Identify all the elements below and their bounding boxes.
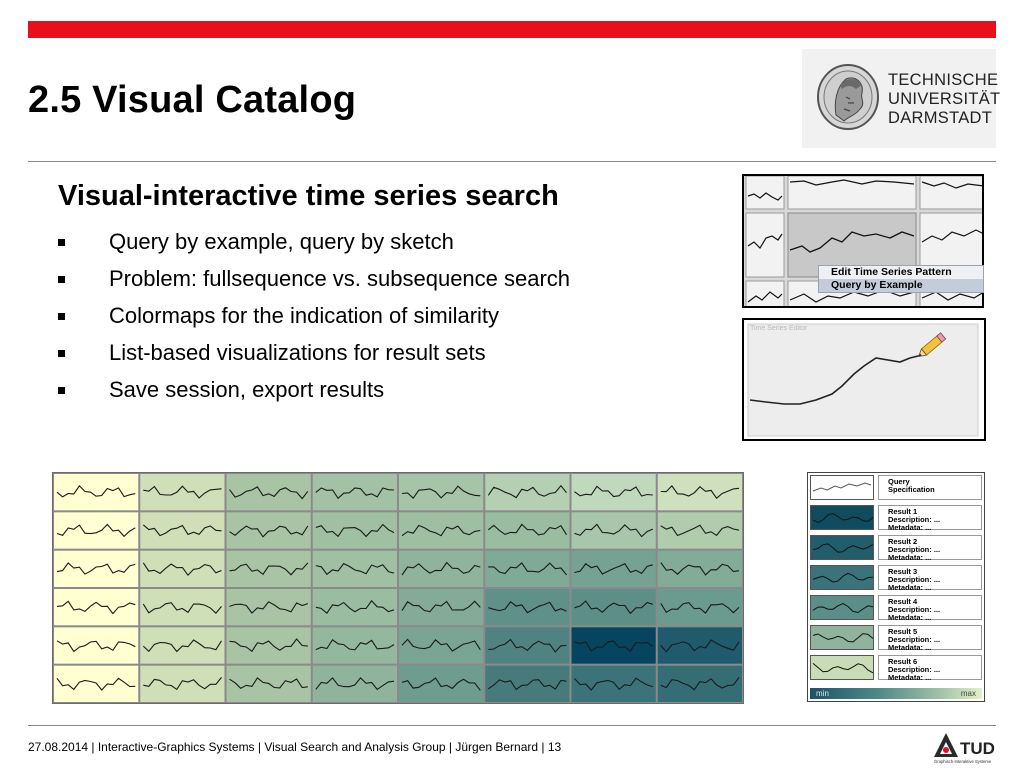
sketch-canvas[interactable] (744, 320, 984, 439)
grid-cell[interactable] (140, 512, 224, 548)
grid-cell[interactable] (485, 666, 569, 702)
result-metadata: Metadata: ... (888, 522, 932, 532)
grid-cell[interactable] (485, 589, 569, 625)
editor-title: Time Series Editor (750, 325, 808, 332)
section-heading: Visual-interactive time series search (58, 180, 559, 212)
grid-cell[interactable] (485, 627, 569, 663)
result-row[interactable] (808, 533, 984, 562)
grid-cell[interactable] (399, 666, 483, 702)
grid-cell[interactable] (658, 512, 742, 548)
grid-cell[interactable] (54, 474, 138, 510)
grid-cell[interactable] (227, 512, 311, 548)
result-description (878, 595, 982, 620)
grid-cell[interactable] (313, 666, 397, 702)
result-name: Result 2 (888, 537, 918, 546)
result-thumbnail (810, 595, 874, 620)
result-thumbnail (810, 535, 874, 560)
logo-line-1: TECHNISCHE (888, 71, 999, 89)
result-description: Description: ... (888, 664, 941, 674)
square-bullet-icon (58, 350, 65, 357)
query-row[interactable] (808, 473, 984, 502)
grid-cell[interactable] (658, 589, 742, 625)
university-logo (802, 49, 1001, 148)
context-menu (818, 265, 984, 293)
grid-cell[interactable] (140, 551, 224, 587)
result-row[interactable] (808, 623, 984, 652)
result-list (807, 472, 985, 702)
bullet-text: Query by example, query by sketch (109, 229, 454, 254)
grid-cell[interactable] (658, 474, 742, 510)
footer-text: 27.08.2014 | Interactive-Graphics Systems | Visual Search and Analysis Group | Jürgen Bernard | 13 (28, 740, 562, 754)
sketch-editor-screenshot (742, 318, 986, 441)
result-description: Description: ... (888, 634, 941, 644)
result-metadata: Metadata: ... (888, 612, 932, 622)
result-metadata: Metadata: ... (888, 642, 932, 652)
logo-text (888, 71, 1000, 128)
result-thumbnail (810, 505, 874, 530)
result-metadata: Metadata: ... (888, 582, 932, 592)
square-bullet-icon (58, 387, 65, 394)
header-divider (28, 161, 996, 162)
result-description (878, 565, 982, 590)
tud-text: TUD (960, 739, 995, 758)
legend-min-label: min (816, 689, 829, 698)
result-thumbnail (810, 625, 874, 650)
result-description (878, 655, 982, 680)
grid-cell[interactable] (399, 512, 483, 548)
square-bullet-icon (58, 239, 65, 246)
result-name: Result 6 (888, 657, 918, 666)
legend-max-label: max (960, 689, 976, 698)
grid-cell[interactable] (313, 627, 397, 663)
result-row[interactable] (808, 563, 984, 592)
grid-cell[interactable] (399, 474, 483, 510)
logo-line-3: DARMSTADT (888, 109, 993, 127)
grid-cell[interactable] (313, 474, 397, 510)
athena-seal-icon (816, 63, 880, 131)
grid-cell[interactable] (658, 666, 742, 702)
result-description: Description: ... (888, 574, 941, 584)
grid-cell[interactable] (572, 627, 656, 663)
grid-cell[interactable] (399, 627, 483, 663)
grid-cell[interactable] (54, 589, 138, 625)
bullet-text: Problem: fullsequence vs. subsequence search (109, 266, 571, 291)
query-label: Query (888, 477, 910, 486)
result-description (878, 625, 982, 650)
result-thumbnail (810, 655, 874, 680)
result-name: Result 3 (888, 567, 918, 576)
menu-item-edit-pattern[interactable]: Edit Time Series Pattern (831, 266, 952, 278)
bullet-text: List-based visualizations for result sets (109, 340, 486, 365)
result-metadata: Metadata: ... (888, 672, 932, 682)
grid-cell[interactable] (313, 589, 397, 625)
result-description: Description: ... (888, 514, 941, 524)
grid-cell[interactable] (485, 474, 569, 510)
grid-cell[interactable] (313, 551, 397, 587)
result-description (878, 535, 982, 560)
bullet-text: Save session, export results (109, 377, 385, 402)
square-bullet-icon (58, 276, 65, 283)
grid-cell[interactable] (140, 589, 224, 625)
result-description: Description: ... (888, 604, 941, 614)
similarity-legend (810, 688, 982, 699)
result-row[interactable] (808, 593, 984, 622)
result-name: Result 5 (888, 627, 918, 636)
bullet-text: Colormaps for the indication of similarity (109, 303, 500, 328)
result-row[interactable] (808, 653, 984, 682)
logo-line-2: UNIVERSITÄT (888, 90, 1001, 108)
slide-title: 2.5 Visual Catalog (28, 79, 357, 121)
tud-footer-logo (932, 727, 996, 765)
grid-cell[interactable] (140, 474, 224, 510)
square-bullet-icon (58, 313, 65, 320)
grid-cell[interactable] (572, 474, 656, 510)
colormap-grid-canvas (53, 473, 743, 703)
similarity-colormap-grid (52, 472, 744, 704)
grid-cell[interactable] (399, 551, 483, 587)
result-metadata: Metadata: ... (888, 552, 932, 562)
grid-cell[interactable] (658, 551, 742, 587)
result-row[interactable] (808, 503, 984, 532)
grid-cell[interactable] (658, 627, 742, 663)
query-sublabel: Specification (888, 484, 935, 494)
grid-cell[interactable] (227, 589, 311, 625)
tud-caption: Graphisch-Interaktive Systeme (934, 759, 992, 764)
grid-cell[interactable] (54, 551, 138, 587)
grid-cell[interactable] (399, 589, 483, 625)
footer-divider (28, 725, 996, 726)
result-name: Result 4 (888, 597, 918, 606)
result-name: Result 1 (888, 507, 918, 516)
menu-item-query-by-example[interactable]: Query by Example (819, 279, 983, 292)
grid-cell[interactable] (485, 512, 569, 548)
result-description: Description: ... (888, 544, 941, 554)
grid-cell[interactable] (54, 627, 138, 663)
result-description (878, 505, 982, 530)
grid-cell[interactable] (227, 474, 311, 510)
result-thumbnail (810, 565, 874, 590)
header-red-bar (28, 21, 996, 38)
query-thumbnail (810, 475, 874, 500)
grid-cell[interactable] (572, 589, 656, 625)
query-description (878, 475, 982, 500)
